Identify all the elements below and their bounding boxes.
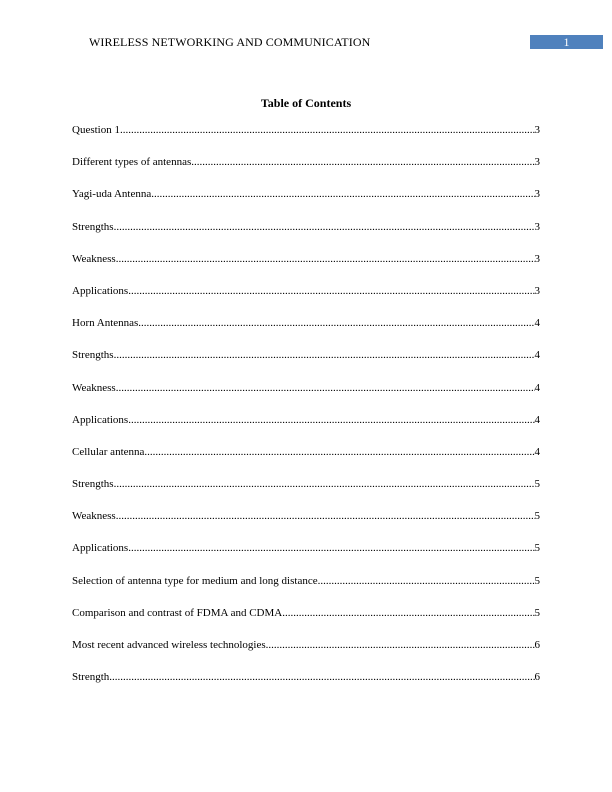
toc-entry-label: Applications <box>72 542 129 555</box>
dot-leader <box>128 284 534 298</box>
toc-entry-label: Strengths <box>72 220 114 233</box>
dot-leader <box>116 381 535 395</box>
toc-entry-page: 5 <box>534 510 540 523</box>
toc-entry-label: Weakness <box>72 252 116 265</box>
dot-leader <box>114 220 535 234</box>
dot-leader <box>128 541 534 555</box>
toc-entry-page: 3 <box>534 188 540 201</box>
toc-entry-page: 4 <box>534 349 540 362</box>
toc-entry-page: 3 <box>534 252 540 265</box>
toc-entry-page: 4 <box>534 445 540 458</box>
dot-leader <box>151 187 534 201</box>
toc-entry-fdma-cdma-comparison[interactable] <box>72 606 540 638</box>
toc-entry-strengths-cellular[interactable] <box>72 477 540 509</box>
toc-entry-horn-antennas[interactable] <box>72 316 540 348</box>
toc-entry-label: Strengths <box>72 349 114 362</box>
toc-entry-yagi-uda-antenna[interactable] <box>72 187 540 219</box>
toc-entry-weakness-horn[interactable] <box>72 381 540 413</box>
toc-entry-label: Weakness <box>72 510 116 523</box>
toc-entry-page: 3 <box>534 124 540 136</box>
toc-entry-label: Weakness <box>72 381 116 394</box>
dot-leader <box>144 445 534 459</box>
dot-leader <box>120 123 535 137</box>
running-header-title: WIRELESS NETWORKING AND COMMUNICATION <box>89 35 371 49</box>
toc-entry-strength[interactable] <box>72 670 540 702</box>
toc-entry-page: 5 <box>534 478 540 491</box>
toc-entry-page: 3 <box>534 220 540 233</box>
toc-entry-label: Different types of antennas <box>72 156 192 169</box>
toc-entry-label: Horn Antennas <box>72 317 139 330</box>
toc-entry-applications-horn[interactable] <box>72 413 540 445</box>
toc-entry-page: 5 <box>534 606 540 619</box>
toc-entry-page: 5 <box>534 574 540 587</box>
toc-entry-strengths-yagi[interactable] <box>72 220 540 252</box>
toc-entry-page: 3 <box>534 156 540 169</box>
dot-leader <box>191 155 534 169</box>
toc-entry-different-types-of-antennas[interactable] <box>72 155 540 187</box>
toc-entry-question-1[interactable] <box>72 123 540 155</box>
dot-leader <box>318 574 535 588</box>
toc-entry-page: 3 <box>534 284 540 297</box>
toc-entry-label: Selection of antenna type for medium and long distance <box>72 574 318 587</box>
toc-entry-page: 4 <box>534 413 540 426</box>
page-number-badge: 1 <box>530 35 603 49</box>
dot-leader <box>128 413 534 427</box>
toc-entry-label: Most recent advanced wireless technologies <box>72 639 266 651</box>
dot-leader <box>282 606 534 620</box>
toc-entry-page: 4 <box>534 317 540 330</box>
toc-heading: Table of Contents <box>260 96 352 110</box>
toc-entry-label: Strengths <box>72 478 114 491</box>
dot-leader <box>114 348 535 362</box>
toc-entry-applications-yagi[interactable] <box>72 284 540 316</box>
dot-leader <box>138 316 534 330</box>
toc-entry-selection-of-antenna-type[interactable] <box>72 574 540 606</box>
dot-leader <box>109 670 534 684</box>
toc-entry-weakness-cellular[interactable] <box>72 509 540 541</box>
toc-entry-label: Question 1 <box>72 124 120 136</box>
toc-entry-strengths-horn[interactable] <box>72 348 540 380</box>
dot-leader <box>114 477 535 491</box>
toc-entry-page: 5 <box>534 542 540 555</box>
dot-leader <box>116 252 535 266</box>
toc-entry-label: Strength <box>72 671 110 684</box>
toc-entry-label: Applications <box>72 284 129 297</box>
toc-entry-weakness-yagi[interactable] <box>72 252 540 284</box>
toc-entry-label: Cellular antenna <box>72 445 145 458</box>
table-of-contents <box>72 123 540 702</box>
toc-entry-label: Yagi-uda Antenna <box>72 188 152 201</box>
toc-entry-advanced-wireless-technologies[interactable] <box>72 638 540 670</box>
dot-leader <box>116 509 535 523</box>
toc-entry-cellular-antenna[interactable] <box>72 445 540 477</box>
dot-leader <box>266 638 535 652</box>
toc-entry-page: 4 <box>534 381 540 394</box>
toc-entry-label: Comparison and contrast of FDMA and CDMA <box>72 606 283 619</box>
toc-entry-page: 6 <box>534 671 540 684</box>
toc-entry-page: 6 <box>534 639 540 651</box>
toc-entry-applications-cellular[interactable] <box>72 541 540 573</box>
toc-entry-label: Applications <box>72 413 129 426</box>
